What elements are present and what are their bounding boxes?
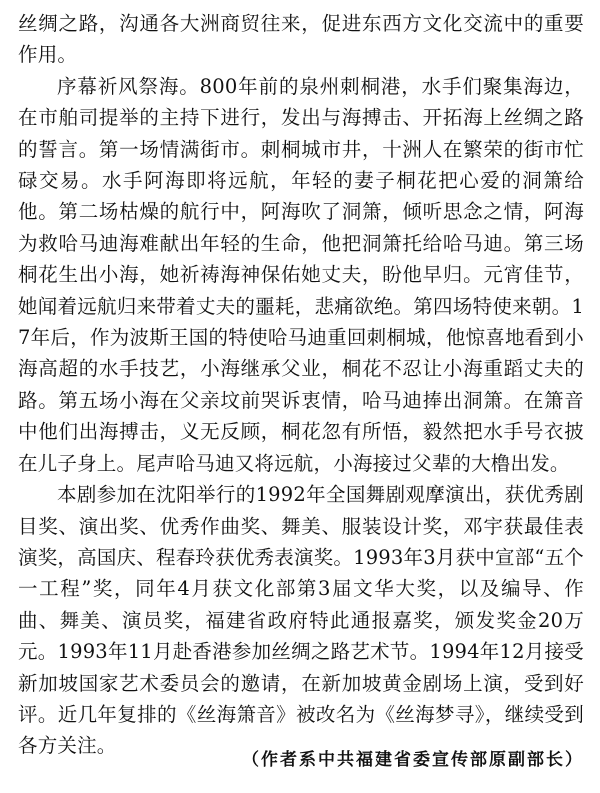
paragraph-synopsis: 序幕祈风祭海。800年前的泉州刺桐港，水手们聚集海边，在市舶司提举的主持下进行，发出与海搏击、开拓海上丝绸之路的誓言。第一场情满街市。刺桐城市井，十洲人在繁荣的街市忙碌交易。水手阿海即将远航，年轻的妻子桐花把心爱的洞箫给他。第二场枯燥的航行中，阿海吹了洞箫，倾听思念之情，阿海为救哈马迪海难献出年轻的生命，他把洞箫托给哈马迪。第三场桐花生出小海，她祈祷海神保佑她丈夫，盼他早归。元宵佳节，她闻着远航归来带着丈夫的噩耗，悲痛欲绝。第四场特使来朝。17年后，作为波斯王国的特使哈马迪重回刺桐城，他惊喜地看到小海高超的水手技艺，小海继承父业，桐花不忍让小海重蹈丈夫的路。第五场小海在父亲坟前哭诉衷情，哈马迪捧出洞箫。在箫音中他们出海搏击，义无反顾，桐花忽有所悟，毅然把水手号衣披在儿子身上。尾声哈马迪又将远航，小海接过父辈的大橹出发。 <box>18 74 584 475</box>
author-byline: （作者系中共福建省委宣传部原副部长） <box>242 750 584 770</box>
paragraph-awards: 本剧参加在沈阳举行的1992年全国舞剧观摩演出，获优秀剧目奖、演出奖、优秀作曲奖、舞美、服装设计奖，邓宇获最佳表演奖，高国庆、程春玲获优秀表演奖。1993年3月获中宣部“五个一工程”奖，同年4月获文化部第3届文华大奖，以及编导、作曲、舞美、演员奖，福建省政府特此通报嘉奖，颁发奖金20万元。1993年11月赴香港参加丝绸之路艺术节。1994年12月接受新加坡国家艺术委员会的邀请，在新加坡黄金剧场上演，受到好评。近几年复排的《丝海箫音》被改名为《丝海梦寻》，继续受到各方关注。 <box>18 483 584 758</box>
article-body <box>18 8 584 762</box>
paragraph-continuation: 丝绸之路，沟通各大洲商贸往来，促进东西方文化交流中的重要作用。 <box>18 12 584 67</box>
